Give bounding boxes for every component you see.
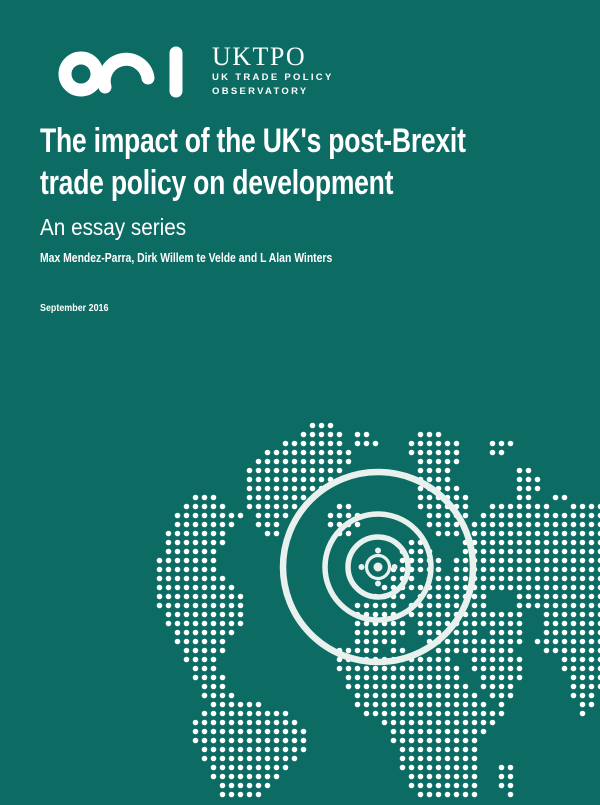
world-map-graphic: [0, 400, 600, 800]
report-title-line2: trade policy on development: [40, 164, 394, 202]
uktpo-logo: [212, 44, 334, 98]
world-map-dots-and-rings: [0, 400, 600, 800]
uktpo-line1: UK TRADE POLICY: [212, 72, 334, 83]
report-title-line1: The impact of the UK's post-Brexit: [40, 122, 466, 160]
publication-date: September 2016: [40, 302, 109, 314]
uktpo-acronym: UKTPO: [212, 42, 307, 71]
report-title: [40, 120, 586, 204]
uktpo-line2: OBSERVATORY: [212, 86, 309, 97]
report-subtitle: An essay series: [40, 214, 187, 240]
odi-logo: [55, 43, 197, 99]
authors-line: Max Mendez-Parra, Dirk Willem te Velde and L Alan Winters: [40, 250, 333, 265]
